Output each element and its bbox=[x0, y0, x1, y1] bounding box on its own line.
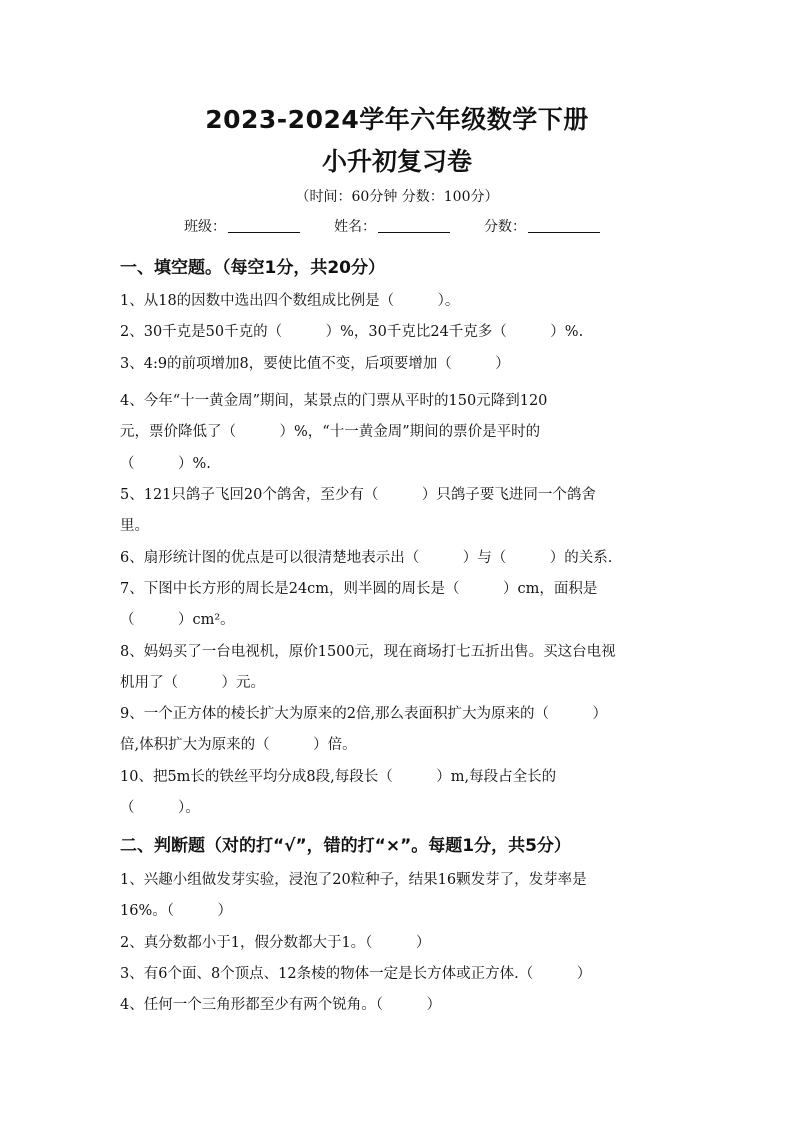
question-line: 元，票价降低了（ ）%，“十一黄金周”期间的票价是平时的 bbox=[120, 424, 541, 440]
question-line: 1、从18的因数中选出四个数组成比例是（ ）。 bbox=[120, 293, 460, 309]
class-label: 班级： bbox=[184, 219, 226, 235]
question-line: 倍,体积扩大为原来的（ ）倍。 bbox=[120, 737, 357, 753]
score-label: 分数： bbox=[484, 219, 526, 235]
question-line: 4、任何一个三角形都至少有两个锐角。（ ） bbox=[120, 997, 441, 1013]
score-field bbox=[484, 216, 600, 236]
question-line: 4、今年“十一黄金周”期间，某景点的门票从平时的150元降到120 bbox=[120, 393, 548, 409]
question-line: （ ）。 bbox=[120, 800, 200, 816]
question-line: 16%。（ ） bbox=[120, 903, 232, 919]
question-line: 2、30千克是50千克的（ ）%，30千克比24千克多（ ）%. bbox=[120, 324, 584, 340]
question-line: 机用了（ ）元。 bbox=[120, 675, 265, 691]
name-field bbox=[334, 216, 450, 236]
section2-heading: 二、判断题（对的打“√”，错的打“×”。每题1分，共5分） bbox=[120, 836, 571, 856]
question-line: 3、有6个面、8个顶点、12条棱的物体一定是长方体或正方体.（ ） bbox=[120, 966, 592, 982]
exam-meta: （时间：60分钟 分数：100分） bbox=[295, 189, 499, 205]
score-blank[interactable] bbox=[528, 218, 600, 233]
question-line: 7、下图中长方形的周长是24cm，则半圆的周长是（ ）cm，面积是 bbox=[120, 581, 598, 597]
question-line: 9、一个正方体的棱长扩大为原来的2倍,那么表面积扩大为原来的（ ） bbox=[120, 706, 608, 722]
name-blank[interactable] bbox=[378, 218, 450, 233]
question-line: 8、妈妈买了一台电视机，原价1500元，现在商场打七五折出售。买这台电视 bbox=[120, 644, 616, 660]
section1-heading: 一、填空题。（每空1分，共20分） bbox=[120, 258, 385, 278]
class-blank[interactable] bbox=[228, 218, 300, 233]
question-line: 1、兴趣小组做发芽实验，浸泡了20粒种子，结果16颗发芽了，发芽率是 bbox=[120, 872, 587, 888]
question-line: 10、把5m长的铁丝平均分成8段,每段长（ ）m,每段占全长的 bbox=[120, 769, 557, 785]
question-line: 3、4:9的前项增加8，要使比值不变，后项要增加（ ） bbox=[120, 356, 510, 372]
exam-title: 2023-2024学年六年级数学下册 bbox=[205, 105, 589, 134]
student-info-fields bbox=[184, 216, 600, 236]
question-line: 里。 bbox=[120, 518, 149, 534]
question-line: 2、真分数都小于1，假分数都大于1。（ ） bbox=[120, 935, 431, 951]
exam-subtitle: 小升初复习卷 bbox=[321, 147, 472, 176]
class-field bbox=[184, 216, 300, 236]
question-line: （ ）cm²。 bbox=[120, 612, 235, 628]
name-label: 姓名： bbox=[334, 219, 376, 235]
question-line: 6、扇形统计图的优点是可以很清楚地表示出（ ）与（ ）的关系. bbox=[120, 550, 613, 566]
question-line: （ ）%. bbox=[120, 456, 211, 472]
question-line: 5、121只鸽子飞回20个鸽舍，至少有（ ）只鸽子要飞进同一个鸽舍 bbox=[120, 487, 596, 503]
